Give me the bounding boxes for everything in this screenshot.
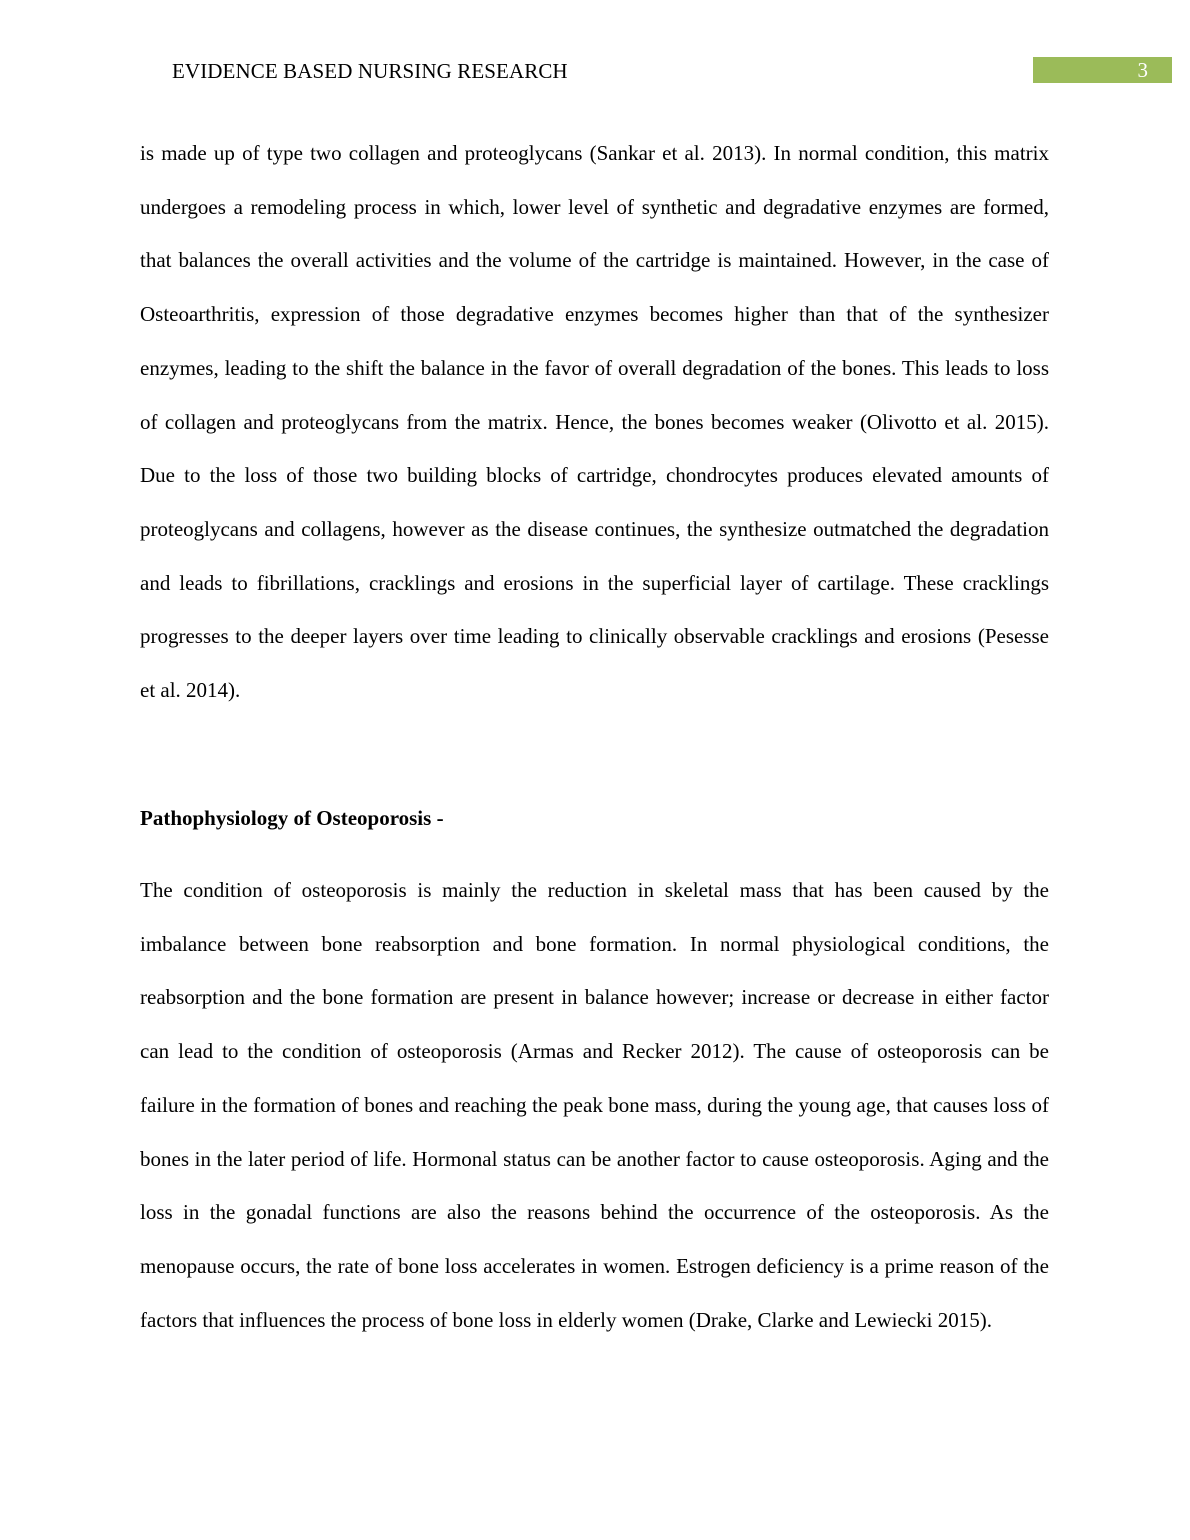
page-number: 3: [1137, 58, 1148, 82]
section-heading: Pathophysiology of Osteoporosis -: [140, 806, 444, 830]
body-paragraph-2: The condition of osteoporosis is mainly the reduction in skeletal mass that has been caused by the imbalance between bone reabsorption and bone formation. In normal physiological conditions, the reabsorption and the bone formation are present in balance however; increase or decrease in either factor can lead to the condition of osteoporosis (Armas and Recker 2012). The cause of osteoporosis can be failure in the formation of bones and reaching the peak bone mass, during the young age, that causes loss of bones in the later period of life. Hormonal status can be another factor to cause osteoporosis. Aging and the loss in the gonadal functions are also the reasons behind the occurrence of the osteoporosis. As the menopause occurs, the rate of bone loss accelerates in women. Estrogen deficiency is a prime reason of the factors that influences the process of bone loss in elderly women (Drake, Clarke and Lewiecki 2015).: [140, 878, 1049, 1332]
running-head: EVIDENCE BASED NURSING RESEARCH: [172, 59, 568, 83]
body-paragraph-1: is made up of type two collagen and proteoglycans (Sankar et al. 2013). In normal condition, this matrix undergoes a remodeling process in which, lower level of synthetic and degradative enzymes are formed, that balances the overall activities and the volume of the cartridge is maintained. However, in the case of Osteoarthritis, expression of those degradative enzymes becomes higher than that of the synthesizer enzymes, leading to the shift the balance in the favor of overall degradation of the bones. This leads to loss of collagen and proteoglycans from the matrix. Hence, the bones becomes weaker (Olivotto et al. 2015). Due to the loss of those two building blocks of cartridge, chondrocytes produces elevated amounts of proteoglycans and collagens, however as the disease continues, the synthesize outmatched the degradation and leads to fibrillations, cracklings and erosions in the superficial layer of cartilage. These cracklings progresses to the deeper layers over time leading to clinically observable cracklings and erosions (Pesesse et al. 2014).: [140, 141, 1049, 703]
page-number-box: [1033, 57, 1172, 83]
